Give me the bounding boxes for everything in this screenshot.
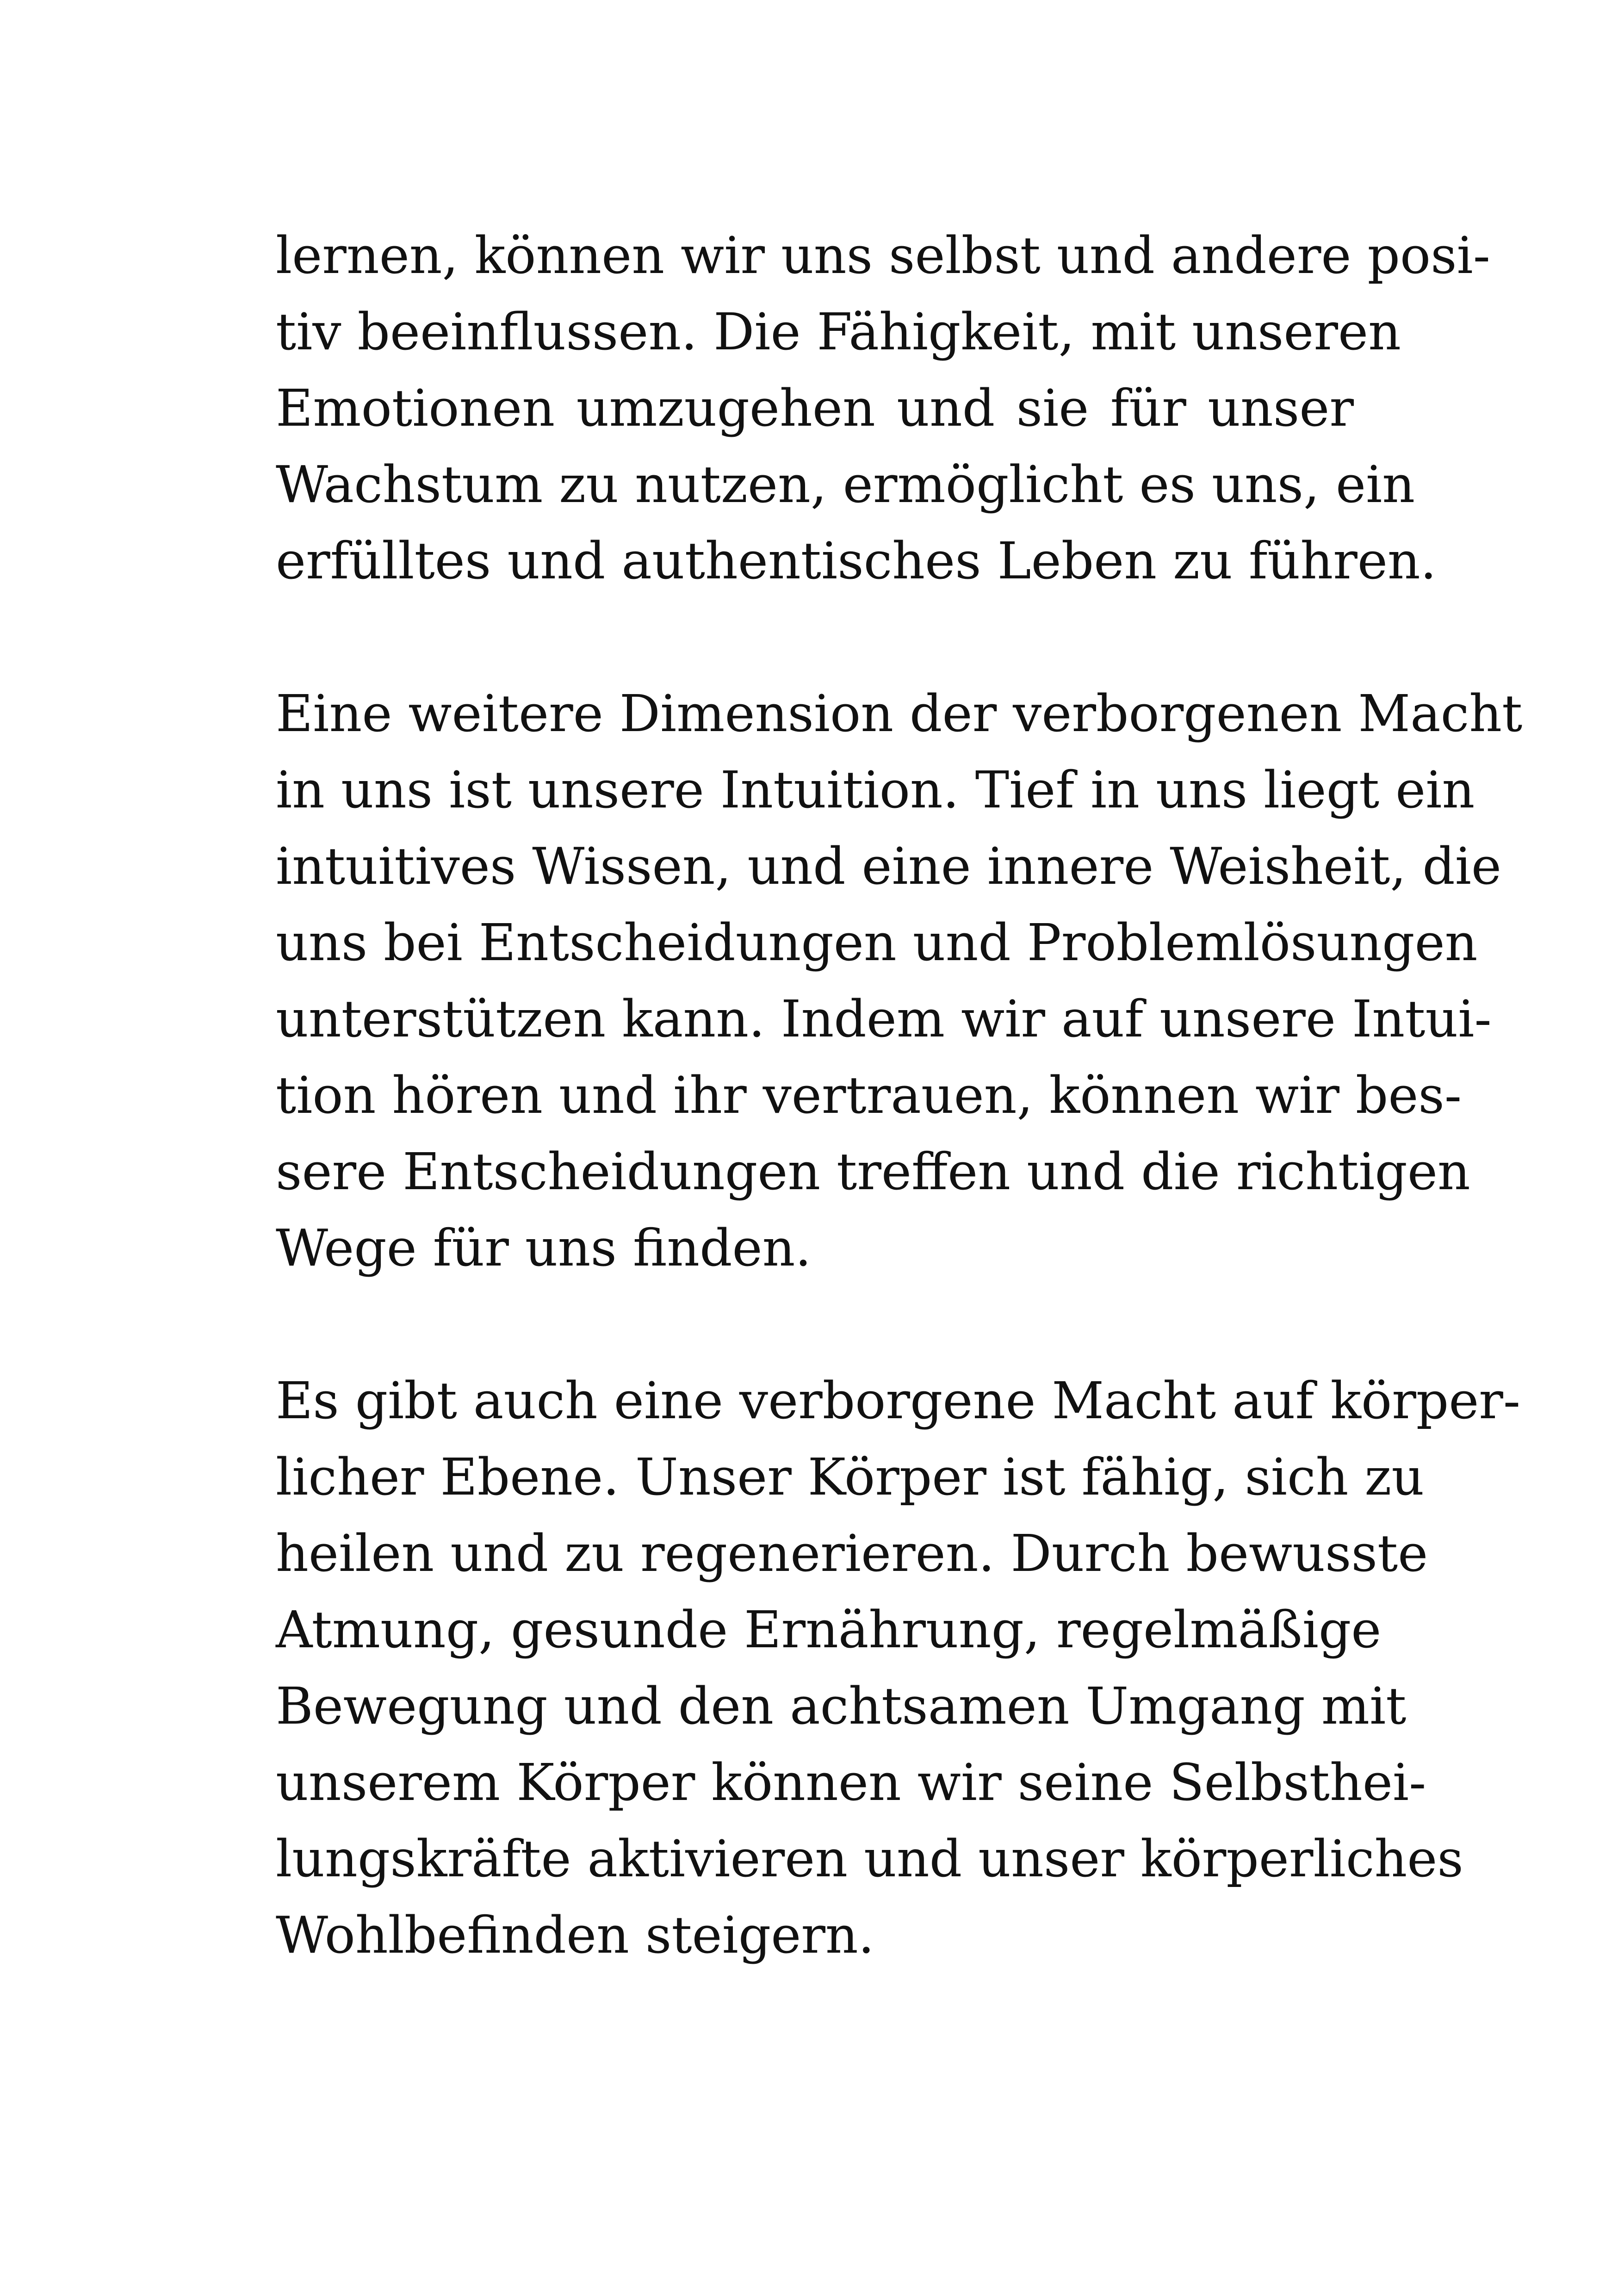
text-line: uns bei Entscheidungen und Problemlösungen xyxy=(276,913,1478,972)
paragraph xyxy=(276,217,1490,599)
text-line: Atmung, gesunde Ernährung, regelmäßige xyxy=(276,1600,1382,1659)
body-text xyxy=(276,217,1523,1973)
paragraph-spacer xyxy=(276,1286,1354,1363)
text-line: erfülltes und authentisches Leben zu führen. xyxy=(276,531,1437,590)
text-line: Wege für uns finden. xyxy=(276,1218,812,1278)
text-line: Eine weitere Dimension der verborgenen Macht xyxy=(276,684,1523,743)
text-line: intuitives Wissen, und eine innere Weisheit, die xyxy=(276,837,1502,896)
text-line: Bewegung und den achtsamen Umgang mit xyxy=(276,1676,1407,1736)
paragraph-spacer xyxy=(276,599,1354,676)
text-line: in uns ist unsere Intuition. Tief in uns liegt ein xyxy=(276,760,1475,819)
text-line: heilen und zu regenerieren. Durch bewusste xyxy=(276,1524,1428,1583)
text-line: lungskräfte aktivieren und unser körperliches xyxy=(276,1829,1463,1888)
text-line: lernen, können wir uns selbst und andere posi- xyxy=(276,226,1490,285)
text-line: Wohlbefinden steigern. xyxy=(276,1905,874,1965)
paragraph xyxy=(276,676,1523,1286)
text-line: tion hören und ihr vertrauen, können wir bes- xyxy=(276,1066,1462,1125)
paragraph xyxy=(276,1363,1521,1973)
text-line: Wachstum zu nutzen, ermöglicht es uns, ein xyxy=(276,455,1415,514)
text-line: Emotionen umzugehen und sie für unser xyxy=(276,379,1354,438)
text-line: sere Entscheidungen treffen und die richtigen xyxy=(276,1142,1470,1201)
text-line: unterstützen kann. Indem wir auf unsere Intui- xyxy=(276,989,1492,1049)
text-line: tiv beeinflussen. Die Fähigkeit, mit unseren xyxy=(276,302,1401,361)
text-line: Es gibt auch eine verborgene Macht auf körper- xyxy=(276,1371,1521,1430)
text-line: unserem Körper können wir seine Selbsthei- xyxy=(276,1753,1426,1812)
text-line: licher Ebene. Unser Körper ist fähig, sich zu xyxy=(276,1447,1425,1507)
